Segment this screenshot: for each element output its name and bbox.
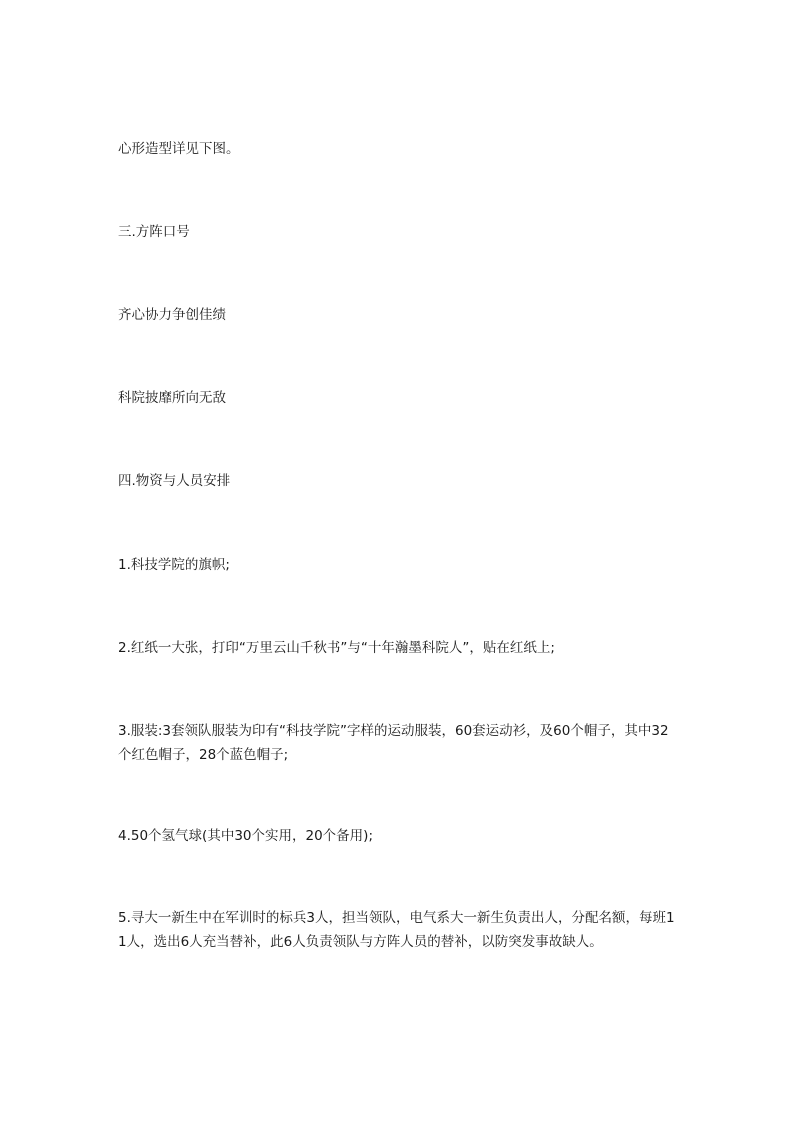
slogan-line-2: 科院披靡所向无敌 <box>118 390 226 406</box>
list-item-5-personnel: 5.寻大一新生中在军训时的标兵3人，担当领队，电气系大一新生负责出人，分配名额，每班11人，选出6人充当替补，此6人负责领队与方阵人员的替补，以防突发事故缺人。 <box>118 910 675 950</box>
list-item-3-clothing: 3.服装:3套领队服装为印有“科技学院”字样的运动服装，60套运动衫，及60个帽子，其中32个红色帽子，28个蓝色帽子; <box>118 723 669 763</box>
list-item-2-red-paper: 2.红纸一大张，打印“万里云山千秋书”与“十年瀚墨科院人”，贴在红纸上; <box>118 640 555 656</box>
paragraph-heart-shape-note: 心形造型详见下图。 <box>118 141 240 157</box>
list-item-4-balloons: 4.50个氢气球(其中30个实用，20个备用); <box>118 828 373 844</box>
heading-materials-personnel: 四.物资与人员安排 <box>118 473 231 489</box>
slogan-line-1: 齐心协力争创佳绩 <box>118 307 226 323</box>
list-item-1-flag: 1.科技学院的旗帜; <box>118 557 230 573</box>
heading-slogan: 三.方阵口号 <box>118 224 190 240</box>
